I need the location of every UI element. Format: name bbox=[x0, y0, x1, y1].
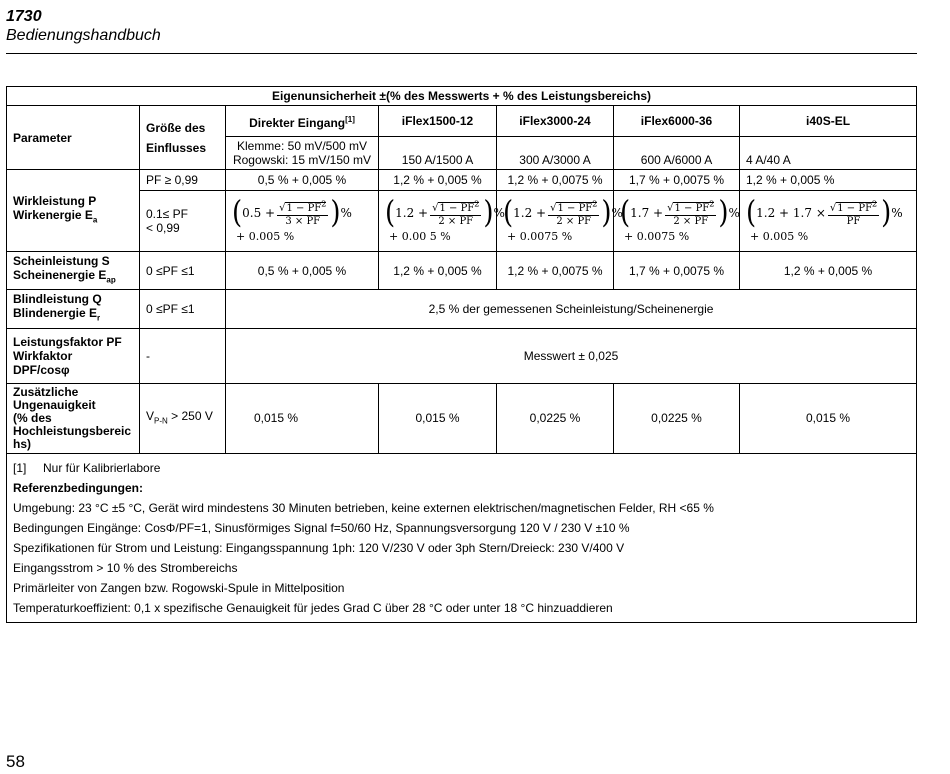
range-iflex1500: 150 A/1500 A bbox=[379, 137, 497, 170]
extra-condition: $V_{P-N} > 250$ V bbox=[140, 383, 226, 453]
schein-condition: 0 ≤PF ≤1 bbox=[140, 252, 226, 290]
pf-label: Leistungsfaktor PF Wirkfaktor DPF/cosφ bbox=[7, 328, 140, 383]
extra-val-direct: 0,015 % bbox=[226, 383, 379, 453]
extra-val-iflex6000: 0,0225 % bbox=[614, 383, 740, 453]
header-row bbox=[7, 106, 917, 137]
formula-iflex1500: ( 1.2 + $\frac{√1 - PF^2}{2 \times PF}$ ) % + 0.00 5 % bbox=[379, 191, 497, 252]
footnote: [1] Nur für Kalibrierlabore bbox=[13, 460, 161, 475]
reference-line-tempco: Temperaturkoeffizient: 0,1 x spezifische Genauigkeit für jedes Grad C über 28 °C oder unter 18 °C hinzuaddieren bbox=[13, 600, 613, 615]
reference-conditions-title: Referenzbedingungen: bbox=[13, 480, 144, 495]
formula-iflex3000: ( 1.2 + $\frac{√1 - PF^2}{2 \times PF}$ ) % + 0.0075 % bbox=[497, 191, 614, 252]
range-iflex3000: 300 A/3000 A bbox=[497, 137, 614, 170]
extra-val-iflex1500: 0,015 % bbox=[379, 383, 497, 453]
wirk-val-iflex1500: 1,2 % + 0,005 % bbox=[379, 170, 497, 191]
schein-val-iflex6000: 1,7 % + 0,0075 % bbox=[614, 252, 740, 290]
reference-line-current: Eingangsstrom > 10 % des Strombereichs bbox=[13, 560, 238, 575]
range-direct: Klemme: 50 mV/500 mV Rogowski: 15 mV/150 mV bbox=[226, 137, 379, 170]
page-number: 58 bbox=[6, 752, 25, 771]
blind-value: 2,5 % der gemessenen Scheinleistung/Scheinenergie bbox=[226, 290, 917, 328]
extra-row bbox=[7, 383, 917, 453]
schein-label: Scheinleistung S Scheinenergie $E_{ap}$ bbox=[7, 252, 140, 290]
model-title: 1730 bbox=[6, 8, 42, 25]
table-caption: Eigenunsicherheit ±(% des Messwerts + % des Leistungsbereichs) bbox=[7, 87, 917, 106]
blind-condition: 0 ≤PF ≤1 bbox=[140, 290, 226, 328]
wirk-condition-1: PF ≥ 0,99 bbox=[140, 170, 226, 191]
header-iflex3000: iFlex3000-24 bbox=[497, 106, 614, 137]
header-i40s: i40S-EL bbox=[740, 106, 917, 137]
pf-value: Messwert ± 0,025 bbox=[226, 328, 917, 383]
extra-val-i40s: 0,015 % bbox=[740, 383, 917, 453]
wirk-row-2 bbox=[7, 191, 917, 252]
header-rule bbox=[6, 53, 917, 54]
pf-row bbox=[7, 328, 917, 383]
extra-label: Zusätzliche Ungenauigkeit (% des Hochleistungsbereic hs) bbox=[7, 383, 140, 453]
header-parameter: Parameter bbox=[7, 106, 140, 170]
schein-val-iflex3000: 1,2 % + 0,0075 % bbox=[497, 252, 614, 290]
schein-row bbox=[7, 252, 917, 290]
manual-subtitle: Bedienungshandbuch bbox=[6, 27, 161, 44]
header-direct-input: Direkter Eingang[1] bbox=[226, 106, 379, 137]
pf-condition: - bbox=[140, 328, 226, 383]
schein-val-iflex1500: 1,2 % + 0,005 % bbox=[379, 252, 497, 290]
schein-val-i40s: 1,2 % + 0,005 % bbox=[740, 252, 917, 290]
wirk-val-iflex3000: 1,2 % + 0,0075 % bbox=[497, 170, 614, 191]
header-iflex6000: iFlex6000-36 bbox=[614, 106, 740, 137]
accuracy-spec-table bbox=[6, 86, 917, 623]
blind-label: Blindleistung Q Blindenergie $E_r$ bbox=[7, 290, 140, 328]
schein-val-direct: 0,5 % + 0,005 % bbox=[226, 252, 379, 290]
table-caption-row bbox=[7, 87, 917, 106]
wirk-val-direct: 0,5 % + 0,005 % bbox=[226, 170, 379, 191]
wirk-condition-2: 0.1≤ PF < 0,99 bbox=[140, 191, 226, 252]
reference-line-spec: Spezifikationen für Strom und Leistung: Eingangsspannung 1ph: 120 V/230 V oder 3ph Stern/Dreieck: 230 V/400 V bbox=[13, 540, 625, 555]
reference-line-inputs: Bedingungen Eingänge: CosΦ/PF=1, Sinusförmiges Signal f=50/60 Hz, Spannungsversorgung 120 V / 230 V ±10 % bbox=[13, 520, 630, 535]
formula-i40s: ( 1.2 + 1.7 × $\frac{√1 - PF^2}{PF}$ ) % + 0.005 % bbox=[740, 191, 917, 252]
formula-iflex6000: ( 1.7 + $\frac{√1 - PF^2}{2 \times PF}$ ) % + 0.0075 % bbox=[614, 191, 740, 252]
wirk-label: Wirkleistung P Wirkenergie $E_a$ bbox=[7, 170, 140, 252]
range-iflex6000: 600 A/6000 A bbox=[614, 137, 740, 170]
range-i40s: 4 A/40 A bbox=[740, 137, 917, 170]
notes-cell bbox=[7, 453, 917, 622]
notes-row bbox=[7, 453, 917, 622]
reference-line-primary: Primärleiter von Zangen bzw. Rogowski-Spule in Mittelposition bbox=[13, 580, 345, 595]
header-influence: Größe des Einflusses bbox=[140, 106, 226, 170]
header-iflex1500: iFlex1500-12 bbox=[379, 106, 497, 137]
wirk-row-1 bbox=[7, 170, 917, 191]
extra-val-iflex3000: 0,0225 % bbox=[497, 383, 614, 453]
reference-line-ambient: Umgebung: 23 °C ±5 °C, Gerät wird mindestens 30 Minuten betrieben, keine externen elektrischen/magnetischen Felder, RH <65 % bbox=[13, 500, 714, 515]
blind-row bbox=[7, 290, 917, 328]
wirk-val-iflex6000: 1,7 % + 0,0075 % bbox=[614, 170, 740, 191]
wirk-val-i40s: 1,2 % + 0,005 % bbox=[740, 170, 917, 191]
formula-direct: ( 0.5 + $\frac{√1 - PF^2}{3 \times PF}$ ) % + 0.005 % bbox=[226, 191, 379, 252]
page-header bbox=[6, 8, 161, 46]
